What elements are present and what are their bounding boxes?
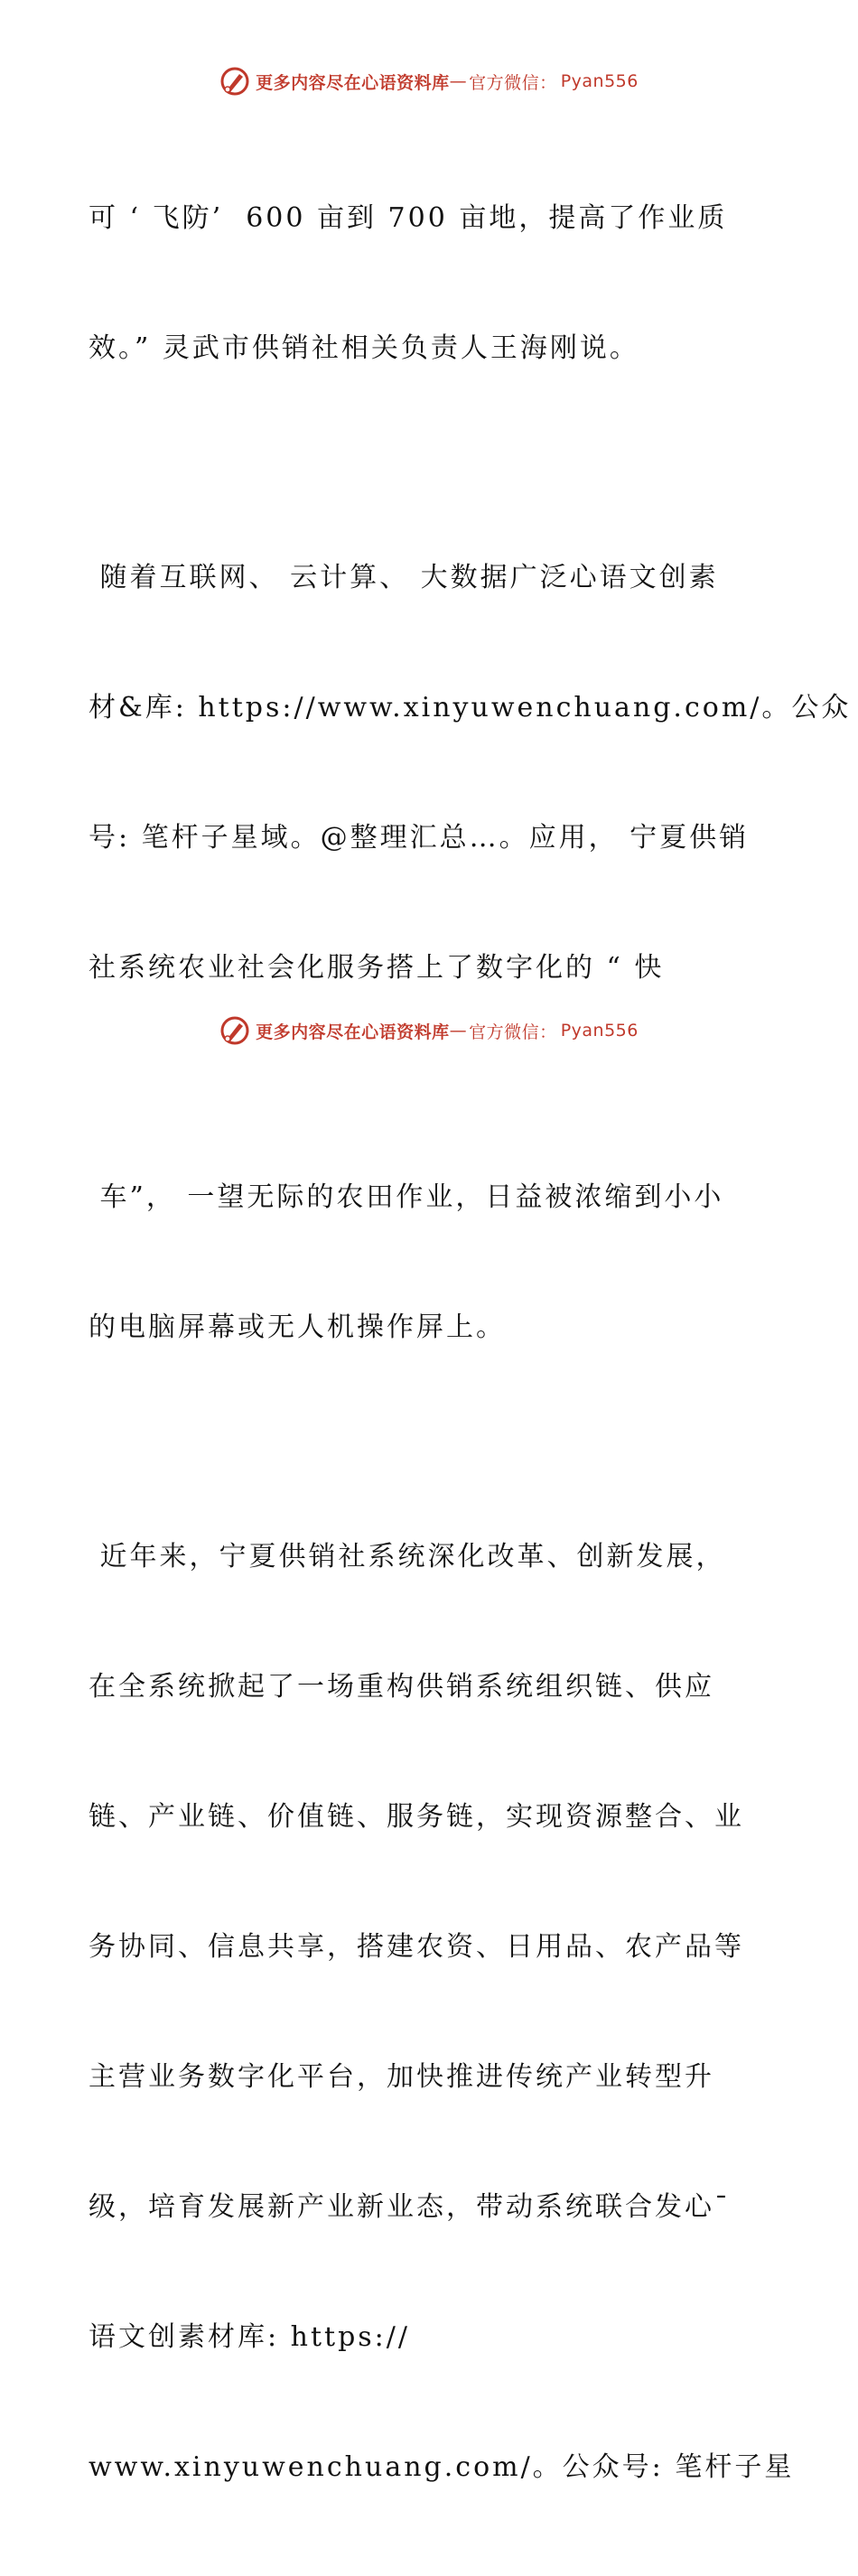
- watermark-main-text: 更多内容尽在心语资料库: [256, 1022, 450, 1042]
- document-body: [89, 110, 852, 2576]
- paragraph-1: [89, 110, 775, 457]
- header-watermark: [0, 63, 858, 99]
- text-line: 主营业务数字化平台，加快推进传统产业转型升: [89, 2061, 714, 2093]
- watermark-label: 官方微信：: [469, 72, 557, 93]
- text-line: 务协同、信息共享，搭建农资、日用品、农产品等: [89, 1931, 744, 1963]
- watermark-separator: —: [449, 1021, 468, 1041]
- watermark-wechat-id: Pyan556: [560, 71, 639, 91]
- text-line: 随着互联网、 云计算、 大数据广泛心语文创素: [89, 562, 719, 593]
- text-line: 链、产业链、价值链、服务链，实现资源整合、业: [89, 1801, 744, 1833]
- footer-watermark: [0, 1013, 858, 1049]
- text-line: 在全系统掀起了一场重构供销系统组织链、供应: [89, 1671, 714, 1703]
- text-line: 材&库: https://www.xinyuwenchuang.com/。公众: [89, 692, 852, 723]
- paragraph-2: [89, 470, 852, 1077]
- text-line: 车”， 一望无际的农田作业，日益被浓缩到小小: [89, 1181, 724, 1213]
- watermark-wechat-id: Pyan556: [560, 1021, 639, 1041]
- text-line: www.xinyuwenchuang.com/。公众号: 笔杆子星: [89, 2451, 795, 2483]
- text-line: 的电脑屏幕或无人机操作屏上。: [89, 1311, 506, 1343]
- text-line: 级，培育发展新产业新业态，带动系统联合发心¯: [89, 2191, 731, 2223]
- text-line: 语文创素材库: https://: [89, 2321, 410, 2353]
- text-line: 近年来，宁夏供销社系统深化改革、创新发展，: [89, 1541, 726, 1573]
- quill-seal-icon: [219, 1015, 250, 1046]
- watermark-main-text: 更多内容尽在心语资料库: [256, 72, 450, 93]
- watermark-separator: —: [449, 71, 468, 91]
- paragraph-4: [89, 1449, 795, 2576]
- text-line: 号: 笔杆子星域。@整理汇总…。应用， 宁夏供销: [89, 822, 750, 854]
- watermark-label: 官方微信：: [469, 1022, 557, 1042]
- paragraph-3: [89, 1089, 775, 1436]
- text-line: 社系统农业社会化服务搭上了数字化的 “ 快: [89, 952, 665, 984]
- text-line: 效。” 灵武市供销社相关负责人王海刚说。: [89, 332, 639, 364]
- text-line: 可 ‘ 飞防’ 600 亩到 700 亩地，提高了作业质: [89, 202, 728, 234]
- quill-seal-icon: [219, 66, 250, 97]
